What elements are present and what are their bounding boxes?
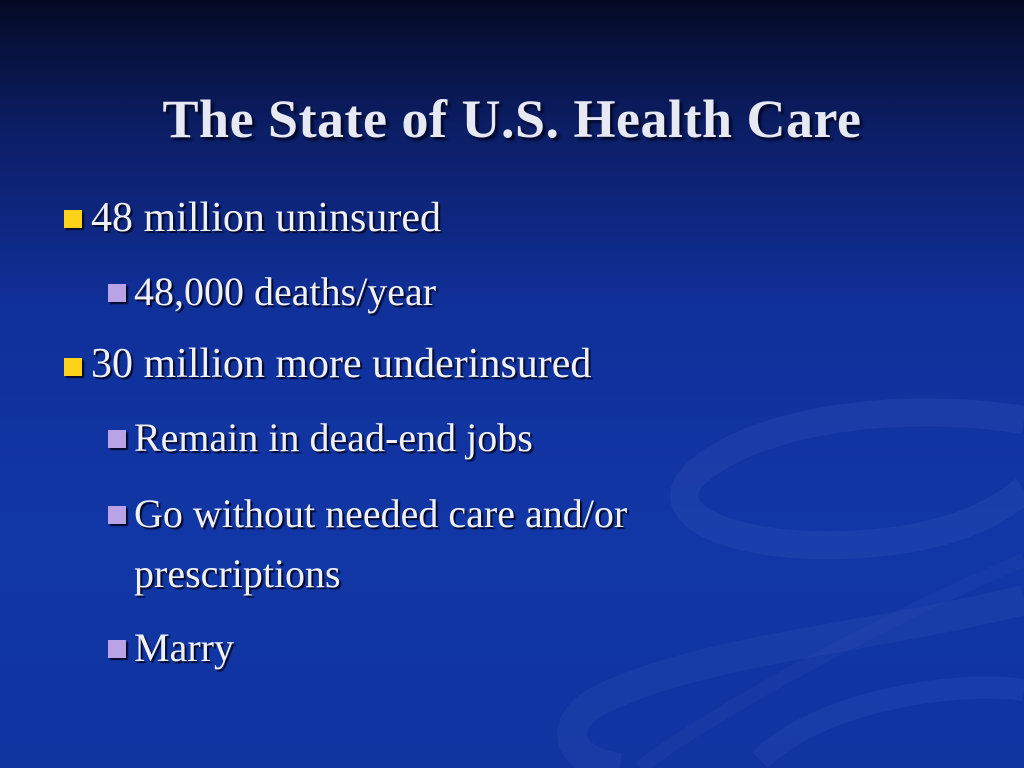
sub-bullet-text: prescriptions <box>134 551 341 596</box>
bullet-item <box>64 340 591 388</box>
sub-bullet-item <box>108 262 436 322</box>
lavender-square-bullet-icon <box>108 506 126 524</box>
sub-bullet-item <box>108 408 533 468</box>
sub-bullet-item <box>108 484 627 544</box>
slide-title: The State of U.S. Health Care <box>162 89 862 149</box>
bullet-text: 30 million more underinsured <box>91 341 592 387</box>
sub-bullet-text: Remain in dead-end jobs <box>134 415 533 460</box>
sub-bullet-continuation <box>108 544 341 604</box>
lavender-square-bullet-icon <box>108 284 126 302</box>
sub-bullet-text: Go without needed care and/or <box>134 491 628 536</box>
sub-bullet-text: 48,000 deaths/year <box>134 269 437 314</box>
sub-bullet-text: Marry <box>134 625 234 670</box>
yellow-square-bullet-icon <box>64 210 82 228</box>
bullet-text: 48 million uninsured <box>91 195 441 241</box>
lavender-square-bullet-icon <box>108 640 126 658</box>
yellow-square-bullet-icon <box>64 358 82 376</box>
bullet-item <box>64 194 441 242</box>
lavender-square-bullet-icon <box>108 430 126 448</box>
sub-bullet-item <box>108 618 234 678</box>
